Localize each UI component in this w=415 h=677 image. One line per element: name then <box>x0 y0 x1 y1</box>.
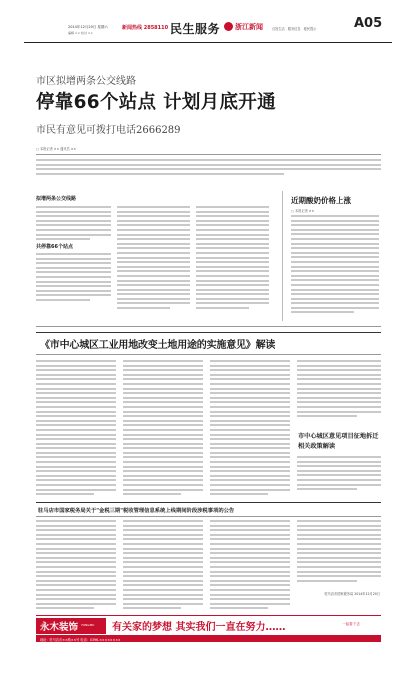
article-text <box>297 456 381 498</box>
ad-brand: 永木装饰 <box>40 622 79 633</box>
bottom-title-rule <box>36 516 381 517</box>
lead-rule <box>36 154 381 155</box>
header-rule <box>24 42 392 43</box>
article-text <box>210 360 290 498</box>
lead-subhead: 市民有意见可拨打电话2666289 <box>36 125 181 136</box>
article-text <box>117 258 269 314</box>
article-text <box>123 520 203 610</box>
lead-intro <box>36 159 381 189</box>
bottom-top-rule <box>36 502 381 503</box>
newspaper-logo <box>224 21 264 33</box>
lead-bottom-rule <box>36 326 381 327</box>
masthead <box>24 14 392 44</box>
nav-item: 服务信息 <box>287 27 301 31</box>
article-text <box>297 360 381 422</box>
feature-title-rule <box>36 354 381 355</box>
article-text <box>123 360 203 498</box>
notice-signature: 驻马店市国家税务局 2014年12月20日 <box>324 592 380 596</box>
ad-slogan: 有关家的梦想 其实我们一直在努力…… <box>112 622 286 633</box>
sidebar-box <box>282 191 382 321</box>
article-text <box>36 360 116 498</box>
feature-title: 《市中心城区工业用地改变土地用途的实施意见》解读 <box>40 340 276 351</box>
article-text <box>210 520 290 610</box>
feature-top-rule <box>36 332 381 333</box>
nav-item: 百姓生活 <box>272 27 285 31</box>
news-hotline: 新闻热线 2858110 <box>122 25 169 31</box>
logo-mark-icon <box>224 22 233 31</box>
issue-meta: 2014年12月20日 星期六 <box>68 25 108 29</box>
lead-kicker: 市区拟增两条公交线路 <box>36 76 136 87</box>
ad-brand-block <box>36 618 106 634</box>
ad-banner[interactable] <box>36 615 381 645</box>
lead-byline: □ 本报记者 ×× 通讯员 ×× <box>36 147 77 151</box>
ad-tag: 一起看下去 <box>342 622 360 626</box>
nav-item: 便民提示 <box>303 27 317 31</box>
ad-contact-strip <box>36 635 381 642</box>
ad-contact: 地址：驻马店市××路××号 电话：0396-×××××××× <box>40 637 121 642</box>
feature-callout: 市中心城区意见项目征地拆迁相关政策解读 <box>298 433 379 450</box>
header-nav <box>272 26 316 31</box>
logo-text: 浙江新闻 <box>235 23 263 31</box>
section-heading: 拟增两条公交线路 <box>36 196 77 202</box>
article-text <box>36 253 111 315</box>
section-heading: 共停靠66个站点 <box>36 244 73 250</box>
article-text <box>36 520 116 610</box>
sidebar-title: 近期酸奶价格上涨 <box>291 196 351 205</box>
page-number: A05 <box>354 16 383 31</box>
ad-brand-sub: YONGMU <box>81 623 95 627</box>
lead-headline: 停靠66个站点 计划月底开通 <box>36 92 276 113</box>
editor-credits: 编辑 ×× 校对 ×× <box>68 31 93 35</box>
sidebar-byline: □ 本报记者 ×× <box>291 209 315 213</box>
article-text <box>297 520 381 586</box>
section-title: 民生服务 <box>170 22 221 36</box>
bottom-title: 驻马店市国家税务局关于"金税三期"税收管理信息系统上线期间阶段涉税事项的公告 <box>38 508 235 514</box>
sidebar-text <box>291 215 379 319</box>
